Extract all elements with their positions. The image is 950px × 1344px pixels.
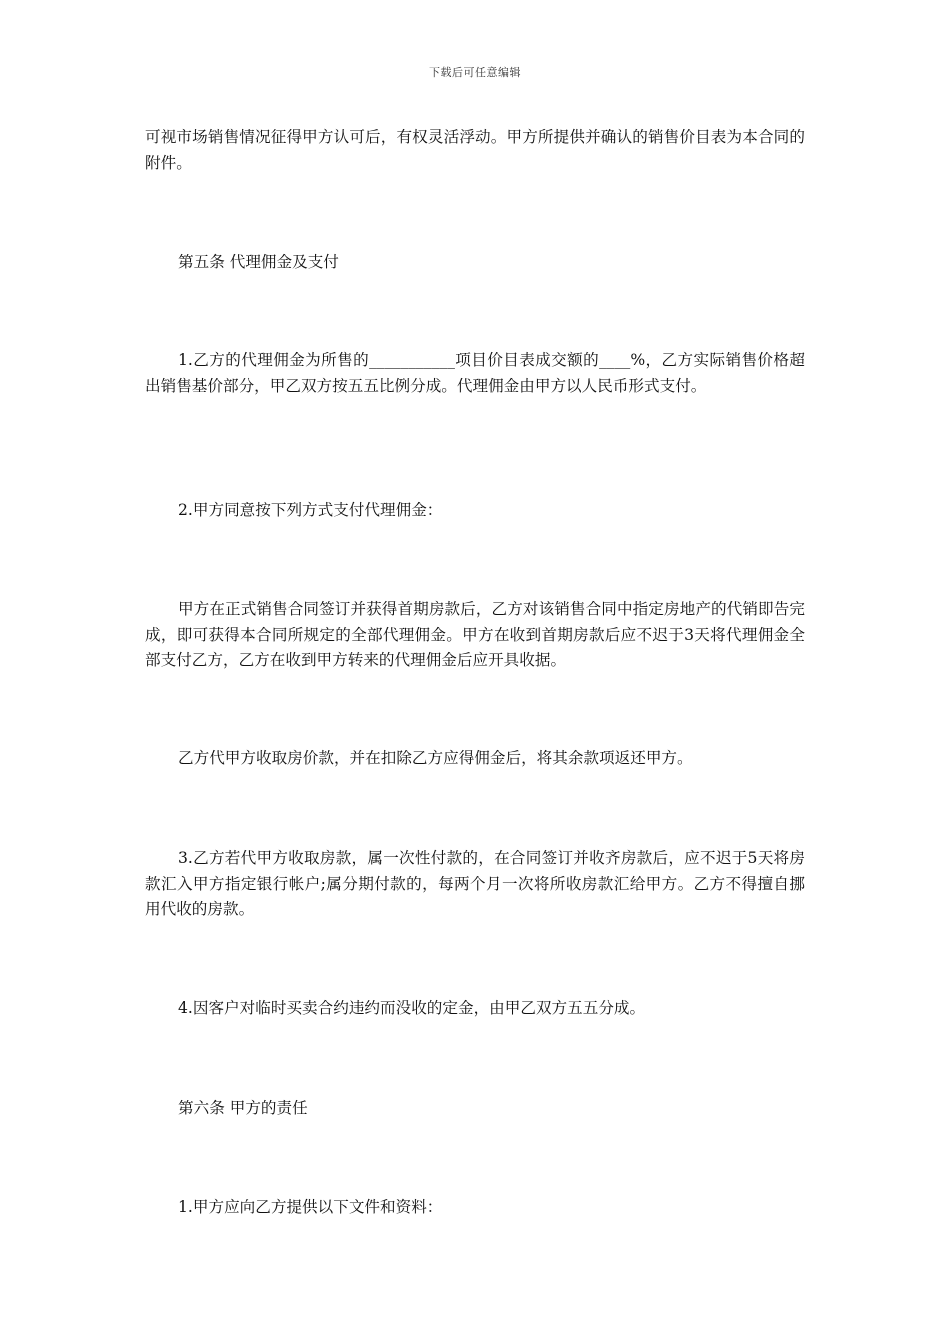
- page-header: 下载后可任意编辑: [429, 66, 521, 79]
- paragraph-payment-method: 2.甲方同意按下列方式支付代理佣金：: [178, 501, 443, 519]
- paragraph-documents: 1.甲方应向乙方提供以下文件和资料：: [178, 1198, 443, 1216]
- paragraph-deposit-split: 4.因客户对临时买卖合约违约而没收的定金，由甲乙双方五五分成。: [178, 999, 646, 1017]
- paragraph-remittance: 3.乙方若代甲方收取房款，属一次性付款的，在合同签订并收齐房款后，应不迟于5天将房款汇入甲方指定银行帐户;属分期付款的，每两个月一次将所收房款汇给甲方。乙方不得擅自挪用代收的房款。: [145, 849, 805, 918]
- section-heading-article-5: 第五条 代理佣金及支付: [178, 253, 339, 271]
- paragraph-commission-rate: 1.乙方的代理佣金为所售的___________项目价目表成交额的____%，乙方实际销售价格超出销售基价部分，甲乙双方按五五比例分成。代理佣金由甲方以人民币形式支付。: [145, 351, 805, 395]
- paragraph-payment-terms: 甲方在正式销售合同签订并获得首期房款后，乙方对该销售合同中指定房地产的代销即告完成，即可获得本合同所规定的全部代理佣金。甲方在收到首期房款后应不迟于3天将代理佣金全部支付乙方，乙方在收到甲方转来的代理佣金后应开具收据。: [145, 600, 805, 669]
- paragraph-collection: 乙方代甲方收取房价款，并在扣除乙方应得佣金后，将其余款项返还甲方。: [178, 749, 693, 767]
- section-heading-article-6: 第六条 甲方的责任: [178, 1099, 308, 1117]
- paragraph-price-list: 可视市场销售情况征得甲方认可后，有权灵活浮动。甲方所提供并确认的销售价目表为本合同的附件。: [145, 128, 805, 172]
